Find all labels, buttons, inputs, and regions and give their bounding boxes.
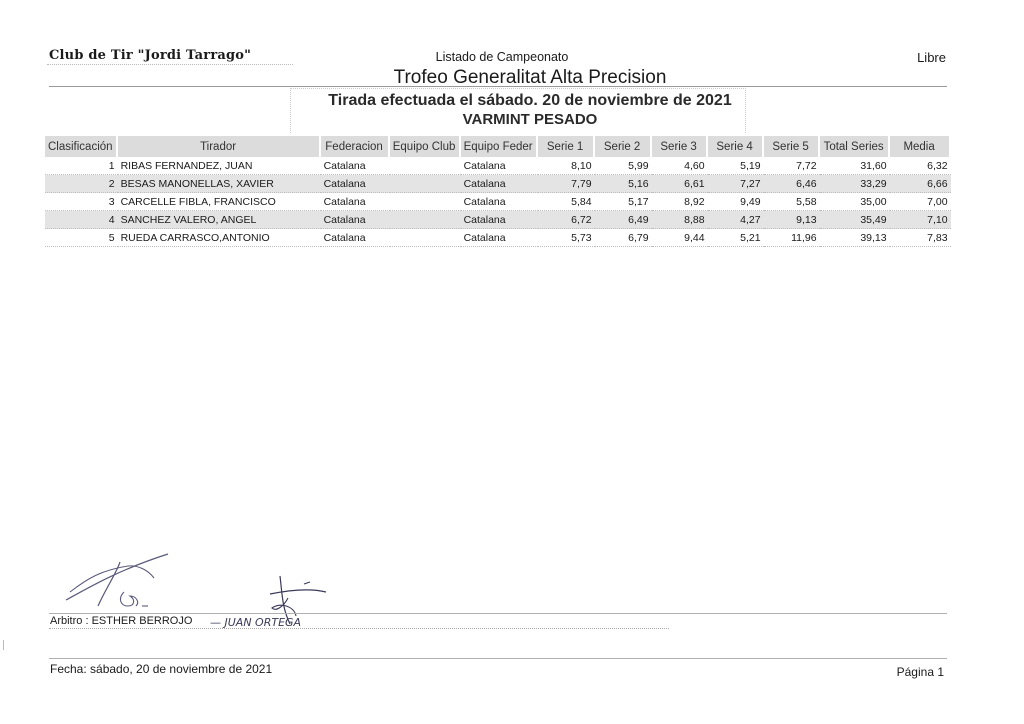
scan-mark [3, 640, 4, 650]
cell-serie-5: 6,46 [764, 175, 820, 193]
cell-equipo-feder: Catalana [461, 157, 538, 175]
report-type: Listado de Campeonato [435, 50, 569, 64]
cell-total-series: 39,13 [820, 229, 890, 247]
column-header-clasificacion: Clasificación [45, 136, 118, 157]
column-header-equipo-club: Equipo Club [390, 136, 461, 157]
cell-position: 3 [45, 193, 118, 211]
cell-serie-3: 8,88 [652, 211, 708, 229]
column-header-serie-4: Serie 4 [708, 136, 764, 157]
trophy-title: Trofeo Generalitat Alta Precision [393, 67, 667, 88]
table-row [45, 229, 951, 247]
table-row [45, 211, 951, 229]
cell-serie-2: 6,79 [595, 229, 652, 247]
cell-serie-3: 9,44 [652, 229, 708, 247]
column-header-total-series: Total Series [820, 136, 890, 157]
session-line: Tirada efectuada el sábado. 20 de noviembre de 2021 [328, 92, 732, 109]
table-header-row [45, 136, 951, 157]
cell-equipo-club [390, 175, 461, 193]
cell-serie-2: 5,99 [595, 157, 652, 175]
cell-serie-4: 7,27 [708, 175, 764, 193]
results-table [45, 136, 951, 247]
cell-serie-3: 8,92 [652, 193, 708, 211]
report-date: Fecha: sábado, 20 de noviembre de 2021 [50, 662, 273, 676]
cell-total-series: 35,00 [820, 193, 890, 211]
judge-signature [210, 572, 340, 634]
cell-shooter: RUEDA CARRASCO,ANTONIO [118, 229, 321, 247]
cell-serie-5: 9,13 [764, 211, 820, 229]
club-underline [47, 64, 293, 65]
cell-serie-2: 5,16 [595, 175, 652, 193]
table-row [45, 157, 951, 175]
column-header-federacion: Federacion [321, 136, 390, 157]
cell-media: 7,00 [890, 193, 951, 211]
signature-text: — JUAN ORTEGA [210, 616, 302, 629]
column-header-serie-5: Serie 5 [764, 136, 820, 157]
cell-position: 5 [45, 229, 118, 247]
cell-federacion: Catalana [321, 193, 390, 211]
cell-shooter: SANCHEZ VALERO, ANGEL [118, 211, 321, 229]
cell-shooter: RIBAS FERNANDEZ, JUAN [118, 157, 321, 175]
column-header-serie-1: Serie 1 [538, 136, 595, 157]
cell-equipo-club [390, 157, 461, 175]
cell-media: 7,83 [890, 229, 951, 247]
cell-media: 6,32 [890, 157, 951, 175]
page-number: Página 1 [896, 665, 944, 679]
cell-serie-1: 5,84 [538, 193, 595, 211]
cell-media: 6,66 [890, 175, 951, 193]
cell-serie-4: 5,21 [708, 229, 764, 247]
cell-media: 7,10 [890, 211, 951, 229]
cell-shooter: CARCELLE FIBLA, FRANCISCO [118, 193, 321, 211]
cell-position: 4 [45, 211, 118, 229]
cell-equipo-club [390, 229, 461, 247]
cell-federacion: Catalana [321, 229, 390, 247]
cell-serie-5: 7,72 [764, 157, 820, 175]
cell-equipo-feder: Catalana [461, 229, 538, 247]
column-header-media: Media [890, 136, 951, 157]
cell-equipo-feder: Catalana [461, 211, 538, 229]
cell-serie-1: 7,79 [538, 175, 595, 193]
cell-equipo-club [390, 211, 461, 229]
cell-total-series: 33,29 [820, 175, 890, 193]
referee-line [49, 628, 669, 629]
footer-divider-bottom [49, 658, 947, 659]
cell-serie-1: 5,73 [538, 229, 595, 247]
header-divider [49, 86, 947, 87]
cell-serie-3: 4,60 [652, 157, 708, 175]
table-row [45, 193, 951, 211]
cell-position: 2 [45, 175, 118, 193]
cell-serie-1: 8,10 [538, 157, 595, 175]
cell-federacion: Catalana [321, 157, 390, 175]
cell-equipo-feder: Catalana [461, 193, 538, 211]
cell-shooter: BESAS MANONELLAS, XAVIER [118, 175, 321, 193]
cell-serie-4: 4,27 [708, 211, 764, 229]
cell-serie-1: 6,72 [538, 211, 595, 229]
cell-total-series: 35,49 [820, 211, 890, 229]
club-name: Club de Tir "Jordi Tarrago" [49, 48, 252, 63]
cell-position: 1 [45, 157, 118, 175]
cell-equipo-feder: Catalana [461, 175, 538, 193]
cell-federacion: Catalana [321, 175, 390, 193]
cell-serie-5: 5,58 [764, 193, 820, 211]
cell-equipo-club [390, 193, 461, 211]
referee-label: Arbitro : ESTHER BERROJO [50, 615, 193, 627]
cell-serie-2: 6,49 [595, 211, 652, 229]
column-header-tirador: Tirador [118, 136, 321, 157]
cell-serie-5: 11,96 [764, 229, 820, 247]
cell-total-series: 31,60 [820, 157, 890, 175]
column-header-serie-2: Serie 2 [595, 136, 652, 157]
cell-serie-2: 5,17 [595, 193, 652, 211]
column-header-equipo-feder: Equipo Feder [461, 136, 538, 157]
cell-serie-3: 6,61 [652, 175, 708, 193]
cell-serie-4: 9,49 [708, 193, 764, 211]
column-header-serie-3: Serie 3 [652, 136, 708, 157]
modality-title: VARMINT PESADO [462, 111, 598, 128]
cell-serie-4: 5,19 [708, 157, 764, 175]
category-label: Libre [917, 50, 946, 65]
cell-federacion: Catalana [321, 211, 390, 229]
footer-divider [49, 613, 947, 614]
table-row [45, 175, 951, 193]
referee-signature [58, 548, 178, 618]
